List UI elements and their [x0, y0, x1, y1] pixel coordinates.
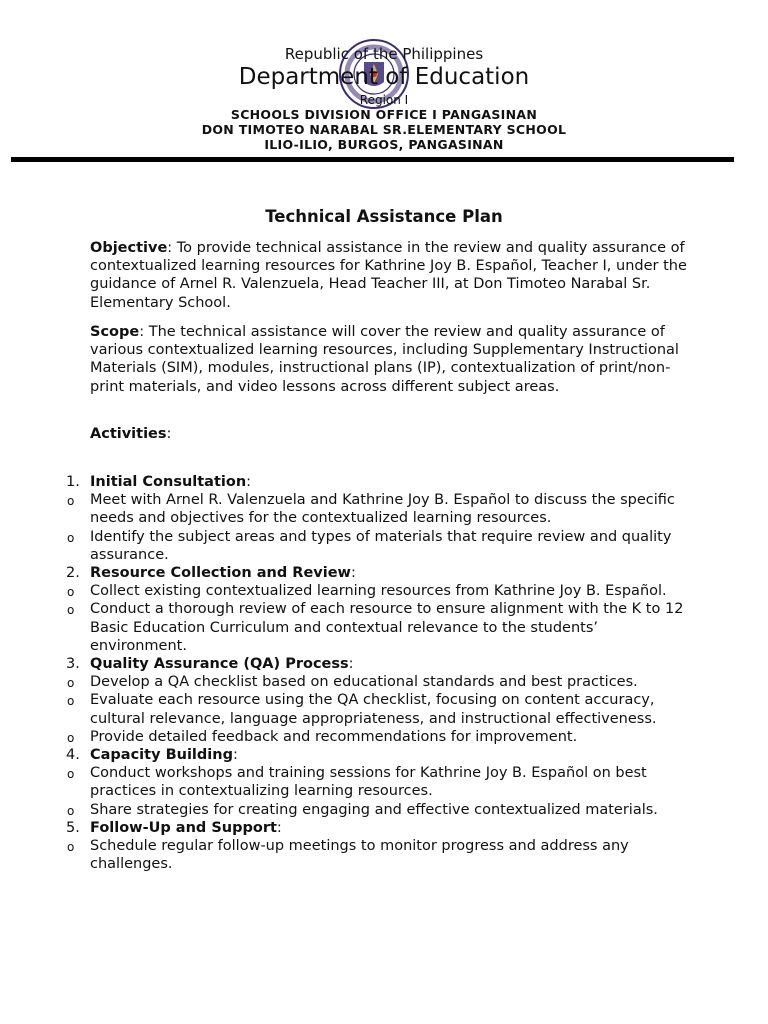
activity-number: 2. — [66, 565, 80, 582]
bullet-icon: o — [67, 694, 75, 709]
school-line: DON TIMOTEO NARABAL SR.ELEMENTARY SCHOOL — [201, 122, 567, 137]
activities-list — [0, 473, 768, 873]
bullet-icon: o — [67, 585, 75, 600]
activity-heading — [0, 746, 690, 764]
list-item-text: Conduct workshops and training sessions for Kathrine Joy B. Español on best practices in contextualizing learning resources. — [90, 765, 647, 800]
activity-title-suffix: : — [276, 819, 282, 836]
activity-title: Resource Collection and Review — [90, 565, 351, 582]
activity-title-suffix: : — [246, 474, 252, 490]
activity-number: 1. — [66, 474, 80, 490]
activity-title: Capacity Building — [90, 747, 233, 764]
list-item-text: Develop a QA checklist based on educational standards and best practices. — [90, 674, 638, 691]
bullet-icon: o — [67, 494, 75, 509]
activity-heading — [0, 564, 690, 582]
list-item-text: Meet with Arnel R. Valenzuela and Kathrine Joy B. Español to discuss the specific needs and objectives for the contextualized learning resources. — [90, 492, 675, 527]
bullet-icon: o — [67, 730, 75, 745]
bullet-icon: o — [67, 603, 75, 618]
bullet-icon: o — [67, 676, 75, 691]
bullet-icon: o — [67, 840, 75, 855]
document-title: Technical Assistance Plan — [265, 207, 503, 226]
activity-title-suffix: : — [350, 565, 356, 582]
activities-label: Activities — [90, 426, 167, 442]
list-item — [0, 600, 690, 655]
activity-title-suffix: : — [348, 656, 354, 673]
activity-heading — [0, 655, 690, 673]
list-item — [0, 837, 690, 873]
bullet-icon: o — [67, 767, 75, 782]
objective-text: : To provide technical assistance in the review and quality assurance of contextualized learning resources for Kathrine Joy B. Español, Teacher I, under the guidance of Arnel R. Valenzuela, Head Teacher III, at Don Timoteo Narabal Sr. Elementary School. — [90, 240, 687, 311]
list-item-text: Conduct a thorough review of each resource to ensure alignment with the K to 12 Basic Education Curriculum and contextual relevance to the students’ environment. — [90, 601, 684, 654]
list-item — [0, 764, 690, 800]
list-item-text: Evaluate each resource using the QA checklist, focusing on content accuracy, cultural relevance, language appropriateness, and instructional effectiveness. — [90, 692, 657, 727]
list-item-text: Schedule regular follow-up meetings to monitor progress and address any challenges. — [90, 838, 629, 873]
region-line: Region I — [359, 93, 409, 107]
list-item — [0, 691, 690, 727]
list-item — [0, 801, 690, 819]
bullet-icon: o — [67, 803, 75, 818]
activity-heading — [0, 473, 690, 491]
list-item-text: Provide detailed feedback and recommendations for improvement. — [90, 728, 578, 745]
bullet-icon: o — [67, 530, 75, 545]
department-line: Department of Education — [238, 64, 530, 90]
activity-title-suffix: : — [232, 747, 238, 764]
objective-paragraph — [90, 239, 690, 312]
address-line: ILIO-ILIO, BURGOS, PANGASINAN — [264, 137, 504, 152]
list-item — [0, 582, 690, 600]
activity-number: 3. — [66, 656, 80, 673]
list-item-text: Collect existing contextualized learning resources from Kathrine Joy B. Español. — [90, 583, 667, 600]
scope-paragraph — [90, 323, 690, 396]
activities-suffix: : — [166, 426, 172, 442]
list-item-text: Share strategies for creating engaging and effective contextualized materials. — [90, 801, 658, 818]
scope-label: Scope — [90, 324, 140, 340]
activity-number: 4. — [66, 747, 80, 764]
list-item — [0, 528, 690, 564]
list-item — [0, 728, 690, 746]
republic-line: Republic of the Philippines — [284, 45, 484, 63]
activity-title: Quality Assurance (QA) Process — [90, 656, 349, 673]
scope-text: : The technical assistance will cover the review and quality assurance of various contextualized learning resources, including Supplementary Instructional Materials (SIM), modules, instructional plans (IP), contextualization of print/non-print materials, and video lessons across different subject areas. — [90, 324, 679, 395]
list-item — [0, 673, 690, 691]
objective-label: Objective — [90, 240, 168, 256]
activity-title: Follow-Up and Support — [90, 819, 277, 836]
header-divider — [11, 157, 734, 162]
activity-title: Initial Consultation — [90, 474, 247, 490]
list-item — [0, 491, 690, 527]
list-item-text: Identify the subject areas and types of materials that require review and quality assurance. — [90, 528, 672, 563]
activity-heading — [0, 819, 690, 837]
activities-heading — [90, 425, 690, 443]
activity-number: 5. — [66, 819, 80, 836]
division-line: SCHOOLS DIVISION OFFICE I PANGASINAN — [230, 107, 538, 122]
